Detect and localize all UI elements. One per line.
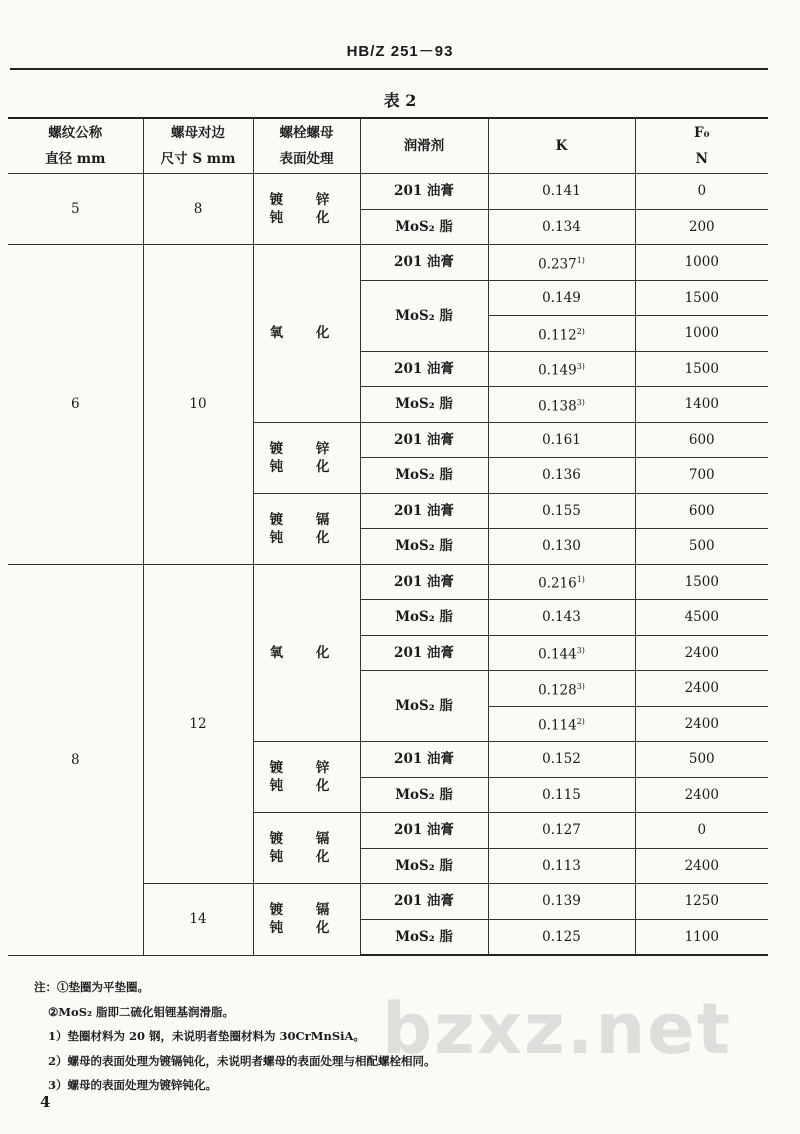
f0-cell: 0 bbox=[635, 813, 768, 849]
f0-cell: 1100 bbox=[635, 919, 768, 955]
lubricant-cell: MoS₂ 脂 bbox=[360, 919, 488, 955]
surface-cell: 氧 化 bbox=[253, 245, 360, 423]
surface-cell: 镀 镉 钝 化 bbox=[253, 813, 360, 884]
standard-code: HB/Z 251－93 bbox=[346, 43, 454, 60]
f0-cell: 2400 bbox=[635, 848, 768, 884]
f0-cell: 1500 bbox=[635, 351, 768, 387]
note-line: 注：①垫圈为平垫圈。 bbox=[34, 980, 149, 994]
note-line: 1）垫圈材料为 20 钢，未说明者垫圈材料为 30CrMnSiA。 bbox=[48, 1029, 365, 1043]
f0-cell: 1500 bbox=[635, 280, 768, 316]
f0-cell: 600 bbox=[635, 493, 768, 529]
footnote-ref: 1) bbox=[576, 255, 585, 265]
k-cell: 0.134 bbox=[488, 209, 635, 245]
table-header-row bbox=[8, 118, 768, 174]
lubricant-cell: 201 油膏 bbox=[360, 174, 488, 210]
f0-cell: 2400 bbox=[635, 671, 768, 707]
footnote-ref: 3) bbox=[576, 362, 585, 371]
lubricant-cell: 201 油膏 bbox=[360, 564, 488, 600]
f0-cell: 1000 bbox=[635, 245, 768, 281]
f0-cell: 200 bbox=[635, 209, 768, 245]
f0-cell: 0 bbox=[635, 174, 768, 210]
lubricant-cell: MoS₂ 脂 bbox=[360, 777, 488, 813]
surface-cell: 镀 锌 钝 化 bbox=[253, 174, 360, 245]
k-cell: 0.237$^{1)}$ bbox=[488, 245, 635, 281]
header-f0: F₀ N bbox=[635, 118, 768, 174]
f0-cell: 1250 bbox=[635, 884, 768, 920]
lubricant-cell: 201 油膏 bbox=[360, 422, 488, 458]
k-cell: 0.149 bbox=[488, 280, 635, 316]
header-thread-diameter: 螺纹公称 直径 mm bbox=[8, 118, 143, 174]
lubricant-cell: 201 油膏 bbox=[360, 884, 488, 920]
footnote-ref: 2) bbox=[576, 326, 585, 336]
table-row bbox=[8, 564, 768, 600]
table-row bbox=[8, 245, 768, 281]
surface-cell: 镀 镉 钝 化 bbox=[253, 493, 360, 564]
table-notes bbox=[34, 975, 436, 1098]
footnote-ref: 3) bbox=[576, 681, 585, 691]
k-cell: 0.125 bbox=[488, 919, 635, 955]
k-cell: 0.115 bbox=[488, 777, 635, 813]
k-cell: 0.138$^{3)}$ bbox=[488, 387, 635, 423]
k-cell: 0.114$^{2)}$ bbox=[488, 706, 635, 742]
k-cell: 0.136 bbox=[488, 458, 635, 494]
header-nut-width: 螺母对边 尺寸 S mm bbox=[143, 118, 253, 174]
k-cell: 0.155 bbox=[488, 493, 635, 529]
lubricant-cell: MoS₂ 脂 bbox=[360, 458, 488, 494]
surface-cell: 镀 锌 钝 化 bbox=[253, 422, 360, 493]
k-cell: 0.144$^{3)}$ bbox=[488, 635, 635, 671]
k-cell: 0.143 bbox=[488, 600, 635, 636]
lubricant-cell: MoS₂ 脂 bbox=[360, 209, 488, 245]
lubricant-cell: 201 油膏 bbox=[360, 245, 488, 281]
f0-cell: 500 bbox=[635, 742, 768, 778]
lubricant-cell: 201 油膏 bbox=[360, 635, 488, 671]
note-line: 2）螺母的表面处理为镀镉钝化，未说明者螺母的表面处理与相配螺栓相同。 bbox=[48, 1053, 436, 1068]
header-lubricant: 润滑剂 bbox=[360, 118, 488, 174]
k-cell: 0.161 bbox=[488, 422, 635, 458]
note-line: 3）螺母的表面处理为镀锌钝化。 bbox=[48, 1078, 217, 1092]
note-line: ②MoS₂ 脂即二硫化钼锂基润滑脂。 bbox=[48, 1004, 235, 1019]
f0-cell: 2400 bbox=[635, 635, 768, 671]
footnote-ref: 3) bbox=[576, 397, 585, 407]
f0-cell: 4500 bbox=[635, 600, 768, 636]
diameter-cell: 5 bbox=[8, 174, 143, 245]
k-cell: 0.113 bbox=[488, 848, 635, 884]
header-surface-treatment: 螺栓螺母 表面处理 bbox=[253, 118, 360, 174]
f0-cell: 2400 bbox=[635, 706, 768, 742]
f0-cell: 2400 bbox=[635, 777, 768, 813]
k-cell: 0.130 bbox=[488, 529, 635, 565]
watermark: bzxz.net bbox=[382, 988, 733, 1070]
k-cell: 0.149$^{3)}$ bbox=[488, 351, 635, 387]
torque-coefficient-table bbox=[8, 117, 768, 956]
f0-cell: 1400 bbox=[635, 387, 768, 423]
lubricant-cell: 201 油膏 bbox=[360, 742, 488, 778]
diameter-cell: 8 bbox=[8, 564, 143, 955]
k-cell: 0.216$^{1)}$ bbox=[488, 564, 635, 600]
lubricant-cell: 201 油膏 bbox=[360, 351, 488, 387]
k-cell: 0.152 bbox=[488, 742, 635, 778]
footnote-ref: 1) bbox=[576, 575, 585, 584]
k-cell: 0.139 bbox=[488, 884, 635, 920]
k-cell: 0.141 bbox=[488, 174, 635, 210]
f0-cell: 1500 bbox=[635, 564, 768, 600]
lubricant-cell: 201 油膏 bbox=[360, 493, 488, 529]
table-row bbox=[8, 174, 768, 210]
k-cell: 0.112$^{2)}$ bbox=[488, 316, 635, 352]
table-title: 表 2 bbox=[383, 91, 417, 110]
lubricant-cell: 201 油膏 bbox=[360, 813, 488, 849]
f0-cell: 600 bbox=[635, 422, 768, 458]
lubricant-cell: MoS₂ 脂 bbox=[360, 387, 488, 423]
surface-cell: 镀 锌 钝 化 bbox=[253, 742, 360, 813]
surface-cell: 镀 镉 钝 化 bbox=[253, 884, 360, 956]
f0-cell: 700 bbox=[635, 458, 768, 494]
k-cell: 0.128$^{3)}$ bbox=[488, 671, 635, 707]
nut-width-cell: 12 bbox=[143, 564, 253, 884]
header-k: K bbox=[488, 118, 635, 174]
nut-width-cell: 14 bbox=[143, 884, 253, 956]
lubricant-cell: MoS₂ 脂 bbox=[360, 848, 488, 884]
f0-cell: 1000 bbox=[635, 316, 768, 352]
f0-cell: 500 bbox=[635, 529, 768, 565]
nut-width-cell: 10 bbox=[143, 245, 253, 565]
k-cell: 0.127 bbox=[488, 813, 635, 849]
surface-cell: 氧 化 bbox=[253, 564, 360, 742]
footnote-ref: 3) bbox=[576, 646, 585, 655]
lubricant-cell: MoS₂ 脂 bbox=[360, 600, 488, 636]
lubricant-cell: MoS₂ 脂 bbox=[360, 671, 488, 742]
nut-width-cell: 8 bbox=[143, 174, 253, 245]
header-rule bbox=[10, 68, 768, 70]
diameter-cell: 6 bbox=[8, 245, 143, 565]
footnote-ref: 2) bbox=[576, 717, 585, 726]
lubricant-cell: MoS₂ 脂 bbox=[360, 280, 488, 351]
lubricant-cell: MoS₂ 脂 bbox=[360, 529, 488, 565]
page-number: 4 bbox=[40, 1093, 51, 1111]
